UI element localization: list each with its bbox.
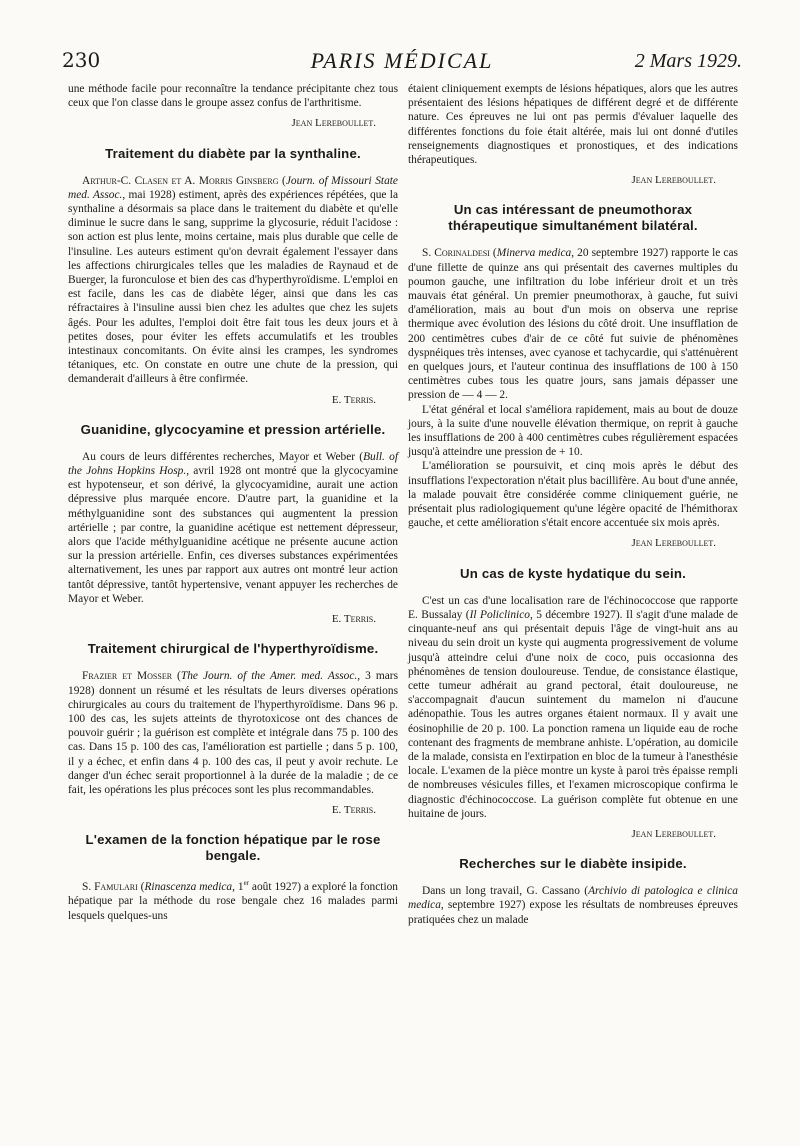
continued-signature: Jean Lereboullet. (631, 174, 716, 187)
article-title-hyperthyroidisme: Traitement chirurgical de l'hyperthyroïdisme. (87, 641, 379, 657)
right-column (408, 82, 738, 927)
article-body-rose-bengale: S. Famulari (Rinascenza medica, 1er août 1927) a exploré la fonction hépatique par la méthode du rose bengale chez 16 malades parmi lesquels quelques-uns (68, 879, 398, 922)
page-number: 230 (62, 48, 101, 72)
article-source: Rinascenza medica (144, 881, 233, 894)
article-source: The Journ. of the Amer. med. Assoc. (180, 670, 358, 683)
article-paragraph: L'état général et local s'améliora rapidement, mais au bout de douze jours, à la suite d'une nouvelle élévation thermique, on reprit à gauche les insufflations de 200 à 400 centimètres cubes régulièrement espacées jusqu'à atteindre une pression de + 10. (408, 403, 738, 459)
article-signature: Jean Lereboullet. (631, 827, 716, 840)
article-text-lead: Dans un long travail, G. Cassano ( (422, 885, 589, 898)
article-body-hyperthyroidisme: Frazier et Mosser (The Journ. of the Amer. med. Assoc., 3 mars 1928) donnent un résumé et les résultats de leurs diverses opérations chirurgicales au cours du traitement de l'hyperthyroïdisme. Dans 96 p. 100 des cas, les sujets atteints de thyrotoxicose ont des chances de pouvoir guérir ; la guérison est complète et intégrale dans 75 p. 100 des cas. Dans 15 p. 100 des cas, l'amélioration est partielle ; dans 5 p. 100, il y a échec, et enfin dans 4 p. 100 des cas, il peut y avoir rechute. Le danger d'un échec serait proportionnel à la durée de la maladie ; de ce fait, les opérations les plus précoces sont les plus recommandables. (68, 670, 398, 796)
article-authors: Arthur-C. Clasen et A. Morris Ginsberg (82, 174, 279, 187)
article-title-diabete-insipide: Recherches sur le diabète insipide. (459, 856, 687, 872)
article-authors: S. Famulari (82, 881, 138, 894)
article-body-kyste (408, 594, 738, 821)
article-title-kyste: Un cas de kyste hydatique du sein. (460, 565, 686, 581)
article-title-guanidine: Guanidine, glycocyamine et pression artérielle. (80, 421, 386, 437)
page-header (62, 48, 742, 80)
article-text: août 1927) a exploré la fonction hépatique par la méthode du rose bengale chez 16 malades parmi lesquels quelques-uns (68, 881, 398, 922)
article-signature: Jean Lereboullet. (631, 537, 716, 550)
issue-date: 2 Mars 1929. (634, 50, 742, 72)
article-date-superscript: er (243, 879, 250, 888)
article-text: , septembre 1927) expose les résultats de nombreuses épreuves pratiquées chez un malade (408, 899, 738, 926)
article-body-diabete-insipide (408, 884, 738, 927)
article-body-guanidine (68, 450, 398, 606)
article-source: Archivio di patologica e clinica medica (408, 885, 738, 912)
article-date-prefix: , 1 (232, 881, 244, 894)
continued-paragraph: étaient cliniquement exempts de lésions hépatiques, alors que les autres présentaient des lésions hépatiques de différent degré et de différente nature. Ces épreuves ne lui ont pas permis d'évaluer laquelle des différentes fonctions du foie était altérée, mais lui ont donné d'utiles renseignements diagnostiques et pronostiques, et des indications thérapeutiques. (408, 83, 738, 167)
intro-paragraph: une méthode facile pour reconnaître la tendance précipitante chez tous ceux que l'on classe dans le groupe assez confus de l'arthritisme. (68, 83, 398, 110)
article-authors: S. Corinaldesi (422, 247, 490, 260)
left-column (68, 82, 398, 923)
article-authors: Frazier et Mosser (82, 670, 173, 683)
article-source: Journ. of Missouri State med. Assoc. (68, 174, 398, 201)
article-source: Minerva medica (496, 247, 572, 260)
article-text: , mai 1928) estiment, après des expériences répétées, que la synthaline a désormais sa place dans le traitement du diabète et qu'elle diminue le sucre dans le sang, supprime la glycosurie, réduit l'acidose : son action est plus lente, moins certaine, mais plus durable que celle de l'insuline. Les auteurs estiment qu'on devrait également l'essayer dans les affections chirurgicales telles que les maladies de Raynaud et de Buerger, la furonculose et bien des cas d'hyperthyroïdisme. L'emploi en est facile, dans les cas de diabète léger, ainsi que dans les cas réfractaires à l'insuline aussi bien chez les adultes que chez les sujets âgés. Pour les adultes, l'emploi doit être fait tous les deux jours et à petites doses, pour éviter les effets accumulatifs et les troubles intestinaux concomitants. On évite ainsi les crampes, les syndromes tétaniques, etc. On constate en outre une chute de la pression, qui demanderait d'ailleurs à être confirmée. (68, 188, 399, 386)
article-signature: E. Terris. (331, 393, 376, 406)
article-signature: E. Terris. (331, 804, 376, 817)
article-text: , avril 1928 ont montré que la glycocyamine est hypotenseur, et son dérivé, la glycocyamidine, aurait une action dépressive plus marquée encore. D'autre part, la guanidine et la méthylguanidine sont des substances qui augmentent la pression artérielle ; par contre, la guanidine acétique est nettement dépresseur, alors que l'acide méthylguanidine acétique ne présente aucune action sur la pression artérielle. Enfin, ces diverses substances expérimentées alternativement, les unes par rapport aux autres ont montré leur action tantôt dépressive, tantôt hypertensive, venant appuyer les recherches de Mayor et Weber. (68, 465, 398, 605)
intro-signature: Jean Lereboullet. (291, 117, 376, 130)
article-text: , 20 septembre 1927) rapporte le cas d'une fillette de quinze ans qui présentait des cavernes multiples du poumon gauche, une infiltration du lobe inférieur droit et un très mauvais état général. Un premier pneumothorax, à gauche, fut suivi d'amélioration, mais au bout d'un mois on observa une reprise thermique avec évolution des lésions du côté droit. Une insufflation de 200 centimètres cubes d'air de ce côté fut suivie de phénomènes dyspnéiques très intenses, avec cyanose et tachycardie, qui s'atténuèrent en quelques jours, et l'auteur continua des insufflations de 100 à 150 centimètres cubes tous les quatre jours, sans jamais dépasser une pression de — 4 — 2. (408, 247, 738, 402)
article-title-pneumothorax: Un cas intéressant de pneumothorax thérapeutique simultanément bilatéral. (448, 202, 698, 234)
article-body-synthaline: Arthur-C. Clasen et A. Morris Ginsberg (Journ. of Missouri State med. Assoc., mai 1928) estiment, après des expériences répétées, que la synthaline a désormais sa place dans le traitement du diabète et qu'elle diminue le sucre dans le sang, supprime la glycosurie, réduit l'acidose : son action est plus lente, moins certaine, mais plus durable que celle de l'insuline. Les auteurs estiment qu'on devrait également l'essayer dans les affections chirurgicales telles que les maladies de Raynaud et de Buerger, la furonculose et bien des cas d'hyperthyroïdisme. L'emploi en est facile, dans les cas de diabète léger, ainsi que dans les cas réfractaires à l'insuline aussi bien chez les adultes que chez les sujets âgés. Pour les adultes, l'emploi doit être fait tous les deux jours et à petites doses, pour éviter les effets accumulatifs et les troubles intestinaux concomitants. On évite ainsi les crampes, les syndromes tétaniques, etc. On constate en outre une chute de la pression, qui demanderait d'ailleurs à être confirmée. (68, 174, 399, 386)
article-text-lead: Au cours de leurs différentes recherches, Mayor et Weber ( (82, 450, 364, 463)
article-body-pneumothorax: S. Corinaldesi (Minerva medica, 20 septembre 1927) rapporte le cas d'une fillette de quinze ans qui présentait des cavernes multiples du poumon gauche, une infiltration du lobe inférieur droit et un très mauvais état général. Un premier pneumothorax, à gauche, fut suivi d'amélioration, mais au bout d'un mois on observa une reprise thermique avec évolution des lésions du côté droit. Une insufflation de 200 centimètres cubes d'air de ce côté fut suivie de phénomènes dyspnéiques très intenses, avec cyanose et tachycardie, qui s'atténuèrent en quelques jours, et l'auteur continua des insufflations de 100 à 150 centimètres cubes tous les quatre jours, sans jamais dépasser une pression de — 4 — 2. (408, 247, 738, 402)
article-title-synthaline: Traitement du diabète par la synthaline. (105, 145, 361, 161)
article-signature: E. Terris. (331, 613, 376, 626)
article-paragraph: L'amélioration se poursuivit, et cinq mois après le début des insufflations l'expectoration n'était plus bacillifère. Au bout d'une année, la malade pouvait être considérée comme cliniquement guérie, ne présentait plus radiologiquement qu'une légère opacité de l'hémithorax gauche, et cette amélioration s'était encore accentuée six mois après. (408, 460, 738, 530)
article-text: , 5 décembre 1927). Il s'agit d'une malade de cinquante-neuf ans qui présentait depuis l'âge de vingt-huit ans au niveau du sein droit un kyste qui augmenta progressivement de volume jusqu'à atteindre celui d'une noix de coco, puis occasionna des phénomènes de tension douloureuse. Tendue, de consistance élastique, cette tumeur adhérait au grand pectoral, était douloureuse, ne s'accompagnait d'aucun suintement du mamelon ni d'aucune adénopathie. Tous les autres organes étaient normaux. Il y avait une éosinophilie de 20 p. 100. La ponction ramena un liquide eau de roche contenant des fragments de membrane anhiste. L'opération, au domicile de la malade, consista en l'extirpation en bloc de la tumeur à l'anesthésie locale. L'examen de la pièce montre un kyste à paroi très épaisse rempli de nombreuses vésicules filles, et l'examen microscopique confirma le diagnostic d'échinococcose. La guérison complète fut obtenue en une huitaine de jours. (408, 608, 738, 820)
article-text-lead: C'est un cas d'une localisation rare de l'échinococcose que rapporte E. Bussalay ( (408, 594, 738, 621)
article-source: Il Policlinico (469, 608, 530, 621)
journal-title: PARIS MÉDICAL (310, 48, 494, 73)
article-source: Bull. of the Johns Hopkins Hosp. (68, 450, 398, 478)
article-text: , 3 mars 1928) donnent un résumé et les résultats de leurs diverses opérations chirurgicales au cours du traitement de l'hyperthyroïdisme. Dans 96 p. 100 des cas, les sujets atteints de thyrotoxicose ont des chances de pouvoir guérir ; la guérison est complète et intégrale dans 75 p. 100 des cas. Dans 15 p. 100 des cas, l'amélioration est partielle ; dans 5 p. 100, il y a échec, et enfin dans 4 p. 100 des cas, il peut y avoir rechute. Le danger d'un échec serait proportionnel à la durée de la maladie ; de ce fait, les opérations les plus précoces sont les plus recommandables. (68, 670, 398, 796)
article-title-rose-bengale: L'examen de la fonction hépatique par le rose bengale. (85, 832, 381, 864)
